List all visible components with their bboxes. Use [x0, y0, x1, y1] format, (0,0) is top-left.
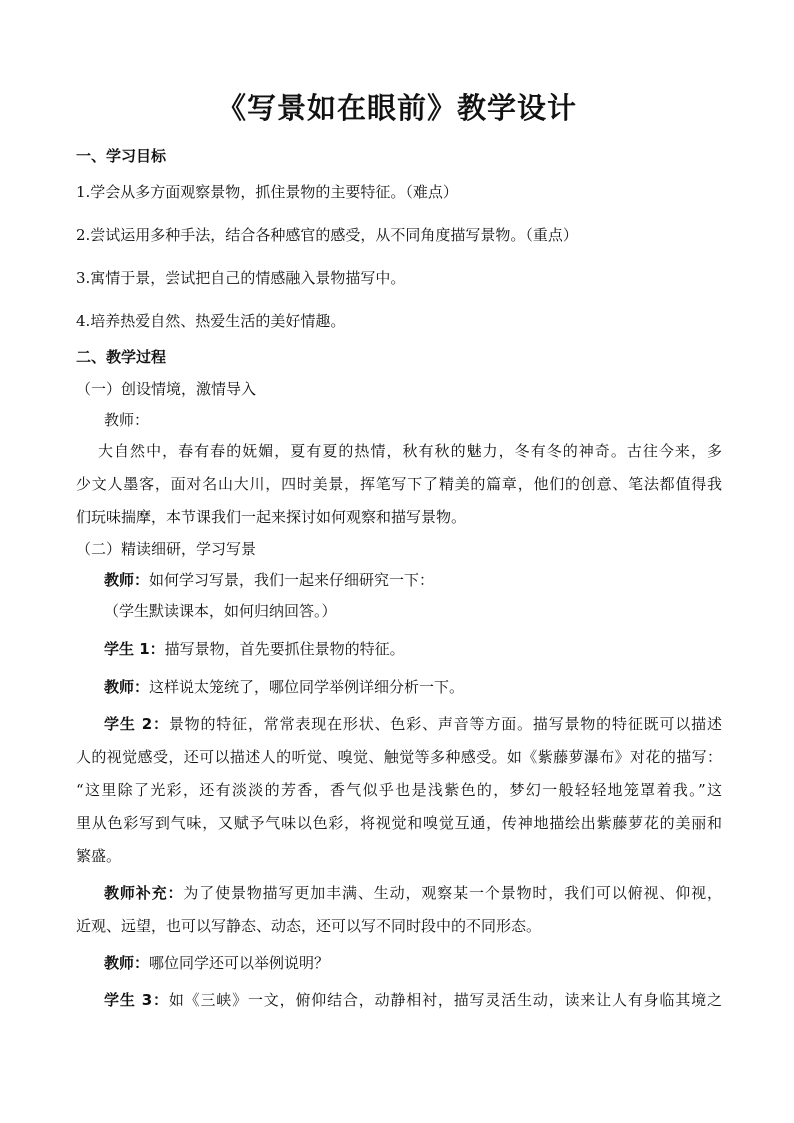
- speaker-label: 学生 3：: [104, 991, 169, 1009]
- dialogue-teacher-supplement: [104, 882, 722, 903]
- goal-item-2: 2.尝试运用多种手法，结合各种感官的感受，从不同角度描写景物。（重点）: [76, 226, 578, 244]
- speaker-label: 教师：: [104, 678, 150, 696]
- dialogue-teacher-2: [104, 676, 464, 697]
- goal-item-1: 1.学会从多方面观察景物，抓住景物的主要特征。（难点）: [76, 183, 458, 201]
- goal-item-3: 3.寓情于景，尝试把自己的情感融入景物描写中。: [76, 269, 406, 287]
- subsection-heading-study: （二）精读细研，学习写景: [76, 540, 257, 558]
- paragraph-line: 繁盛。: [76, 847, 122, 865]
- speaker-label: 教师补充：: [104, 884, 184, 902]
- dialogue-teacher-3: [104, 952, 329, 973]
- paragraph-line: 里从色彩写到气味，又赋予气味以色彩，将视觉和嗅觉互通，传神地描绘出紫藤萝花的美丽和: [76, 814, 722, 832]
- dialogue-student-1: [104, 638, 405, 659]
- dialogue-student-3: [104, 989, 722, 1010]
- speaker-label: 教师：: [104, 954, 150, 972]
- paragraph-line: 们玩味揣摩，本节课我们一起来探讨如何观察和描写景物。: [76, 508, 467, 526]
- section-heading-process: 二、教学过程: [76, 348, 167, 366]
- speaker-label: 学生 2：: [104, 715, 169, 733]
- dialogue-text: 如何学习写景，我们一起来仔细研究一下：: [149, 571, 435, 589]
- goal-item-4: 4.培养热爱自然、热爱生活的美好情趣。: [76, 312, 346, 330]
- paragraph-line: “这里除了光彩，还有淡淡的芳香，香气似乎也是浅紫色的，梦幻一般轻轻地笼罩着我。”这: [76, 781, 722, 799]
- paragraph-line: 近观、远望，也可以写静态、动态，还可以写不同时段中的不同形态。: [76, 917, 542, 935]
- dialogue-text: 哪位同学还可以举例说明？: [149, 954, 330, 972]
- paragraph-line: 大自然中，春有春的妩媚，夏有夏的热情，秋有秋的魅力，冬有冬的神奇。古往今来，多: [98, 442, 722, 460]
- dialogue-text: 为了使景物描写更加丰满、生动，观察某一个景物时，我们可以俯视、仰视，: [183, 884, 722, 902]
- dialogue-text: 如《三峡》一文，俯仰结合，动静相衬，描写灵活生动，读来让人有身临其境之: [168, 991, 722, 1009]
- dialogue-text: 这样说太笼统了，哪位同学举例详细分析一下。: [149, 678, 465, 696]
- dialogue-teacher-1: [104, 569, 434, 590]
- dialogue-text: 描写景物，首先要抓住景物的特征。: [164, 640, 405, 658]
- section-heading-goals: 一、学习目标: [76, 147, 167, 165]
- speaker-label: 学生 1：: [104, 640, 165, 658]
- subsection-heading-intro: （一）创设情境，激情导入: [76, 380, 257, 398]
- paragraph-line: 人的视觉感受，还可以描述人的听觉、嗅觉、触觉等多种感受。如《紫藤萝瀑布》对花的描写：: [76, 748, 722, 766]
- document-title: 《写景如在眼前》教学设计: [216, 91, 577, 125]
- student-note: （学生默读课本，如何归纳回答。）: [104, 602, 337, 620]
- dialogue-text: 景物的特征，常常表现在形状、色彩、声音等方面。描写景物的特征既可以描述: [168, 715, 722, 733]
- speaker-label: 教师：: [104, 571, 150, 589]
- dialogue-student-2: [104, 713, 722, 734]
- speaker-teacher: 教师：: [104, 411, 150, 429]
- paragraph-line: 少文人墨客，面对名山大川，四时美景，挥笔写下了精美的篇章，他们的创意、笔法都值得我: [76, 475, 722, 493]
